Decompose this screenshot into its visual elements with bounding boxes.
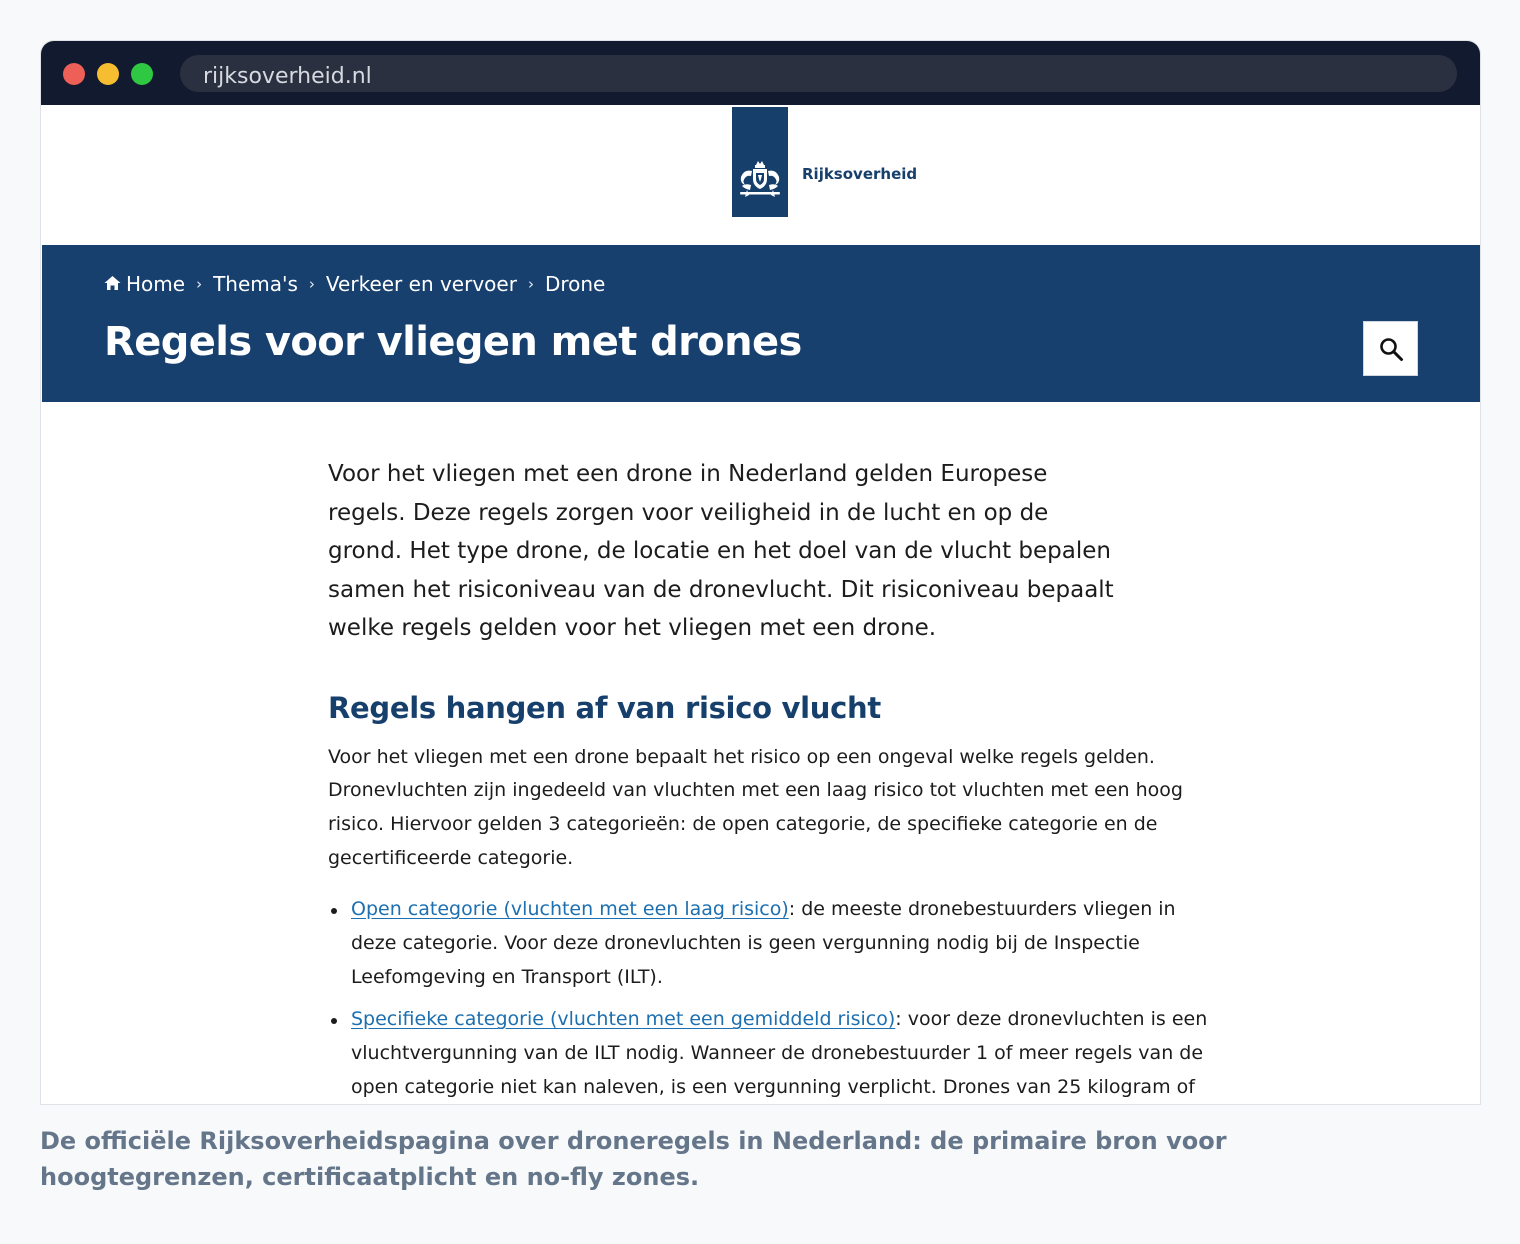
list-item-text: : de meeste dronebestuurders vliegen in deze categorie. Voor deze dronevluchten is geen vergunning nodig bij de Inspectie Leefomgeving en Transport (ILT). xyxy=(351,898,1176,988)
open-categorie-link[interactable]: Open categorie (vluchten met een laag risico) xyxy=(351,898,789,921)
chevron-right-icon: › xyxy=(196,275,203,293)
search-button[interactable] xyxy=(1363,321,1418,376)
minimize-window-button[interactable] xyxy=(97,63,119,85)
specifieke-categorie-link[interactable]: Specifieke categorie (vluchten met een gemiddeld risico) xyxy=(351,1008,896,1031)
coat-of-arms-icon xyxy=(736,159,784,203)
breadcrumb xyxy=(104,272,605,296)
screenshot-caption: De officiële Rijksoverheidspagina over droneregels in Nederland: de primaire bron voor hoogtegrenzen, certificaatplicht en no-fly zones. xyxy=(40,1127,1227,1191)
breadcrumb-item-themas[interactable]: Thema's xyxy=(213,272,298,296)
breadcrumb-item-home[interactable] xyxy=(104,272,185,296)
category-list xyxy=(328,893,1208,1104)
maximize-window-button[interactable] xyxy=(131,63,153,85)
browser-toolbar xyxy=(41,41,1480,105)
chevron-right-icon: › xyxy=(308,275,315,293)
home-icon xyxy=(104,275,121,291)
browser-window xyxy=(40,40,1481,1105)
list-item-text: : voor deze dronevluchten is een vluchtvergunning van de ILT nodig. Wanneer de dronebestuurder 1 of meer regels van de open categorie niet kan naleven, is een vergunning verplicht. Drones van 25 kilogram of xyxy=(351,1008,1208,1098)
page-viewport xyxy=(42,105,1480,1105)
breadcrumb-item-drone[interactable]: Drone xyxy=(544,272,606,296)
list-item xyxy=(328,1003,1208,1104)
search-icon xyxy=(1379,337,1404,362)
logo-wordmark: Rijksoverheid xyxy=(802,165,918,183)
section-heading: Regels hangen af van risico vlucht xyxy=(328,690,881,725)
logo-emblem-block xyxy=(732,107,788,217)
close-window-button[interactable] xyxy=(63,63,85,85)
list-item xyxy=(328,893,1208,994)
page-title: Regels voor vliegen met drones xyxy=(104,319,802,365)
address-bar[interactable]: rijksoverheid.nl xyxy=(180,55,1457,92)
breadcrumb-item-verkeer-en-vervoer[interactable]: Verkeer en vervoer xyxy=(325,272,517,296)
page-header-banner xyxy=(42,245,1480,402)
breadcrumb-label-home: Home xyxy=(126,272,186,296)
chevron-right-icon: › xyxy=(527,275,534,293)
body-paragraph: Voor het vliegen met een drone bepaalt het risico op een ongeval welke regels gelden. Dronevluchten zijn ingedeeld van vluchten met een laag risico tot vluchten met een hoog risico. Hiervoor gelden 3 categorieën: de open categorie, de specifieke categorie en de gecertificeerde categorie. xyxy=(328,745,1183,869)
intro-text: Voor het vliegen met een drone in Nederland gelden Europese regels. Deze regels zorgen voor veiligheid in de lucht en op de grond. Het type drone, de locatie en het doel van de vlucht bepalen samen het risiconiveau van de dronevlucht. Dit risiconiveau bepaalt welke regels gelden voor het vliegen met een drone. xyxy=(328,461,1114,641)
main-content xyxy=(328,455,1208,1105)
